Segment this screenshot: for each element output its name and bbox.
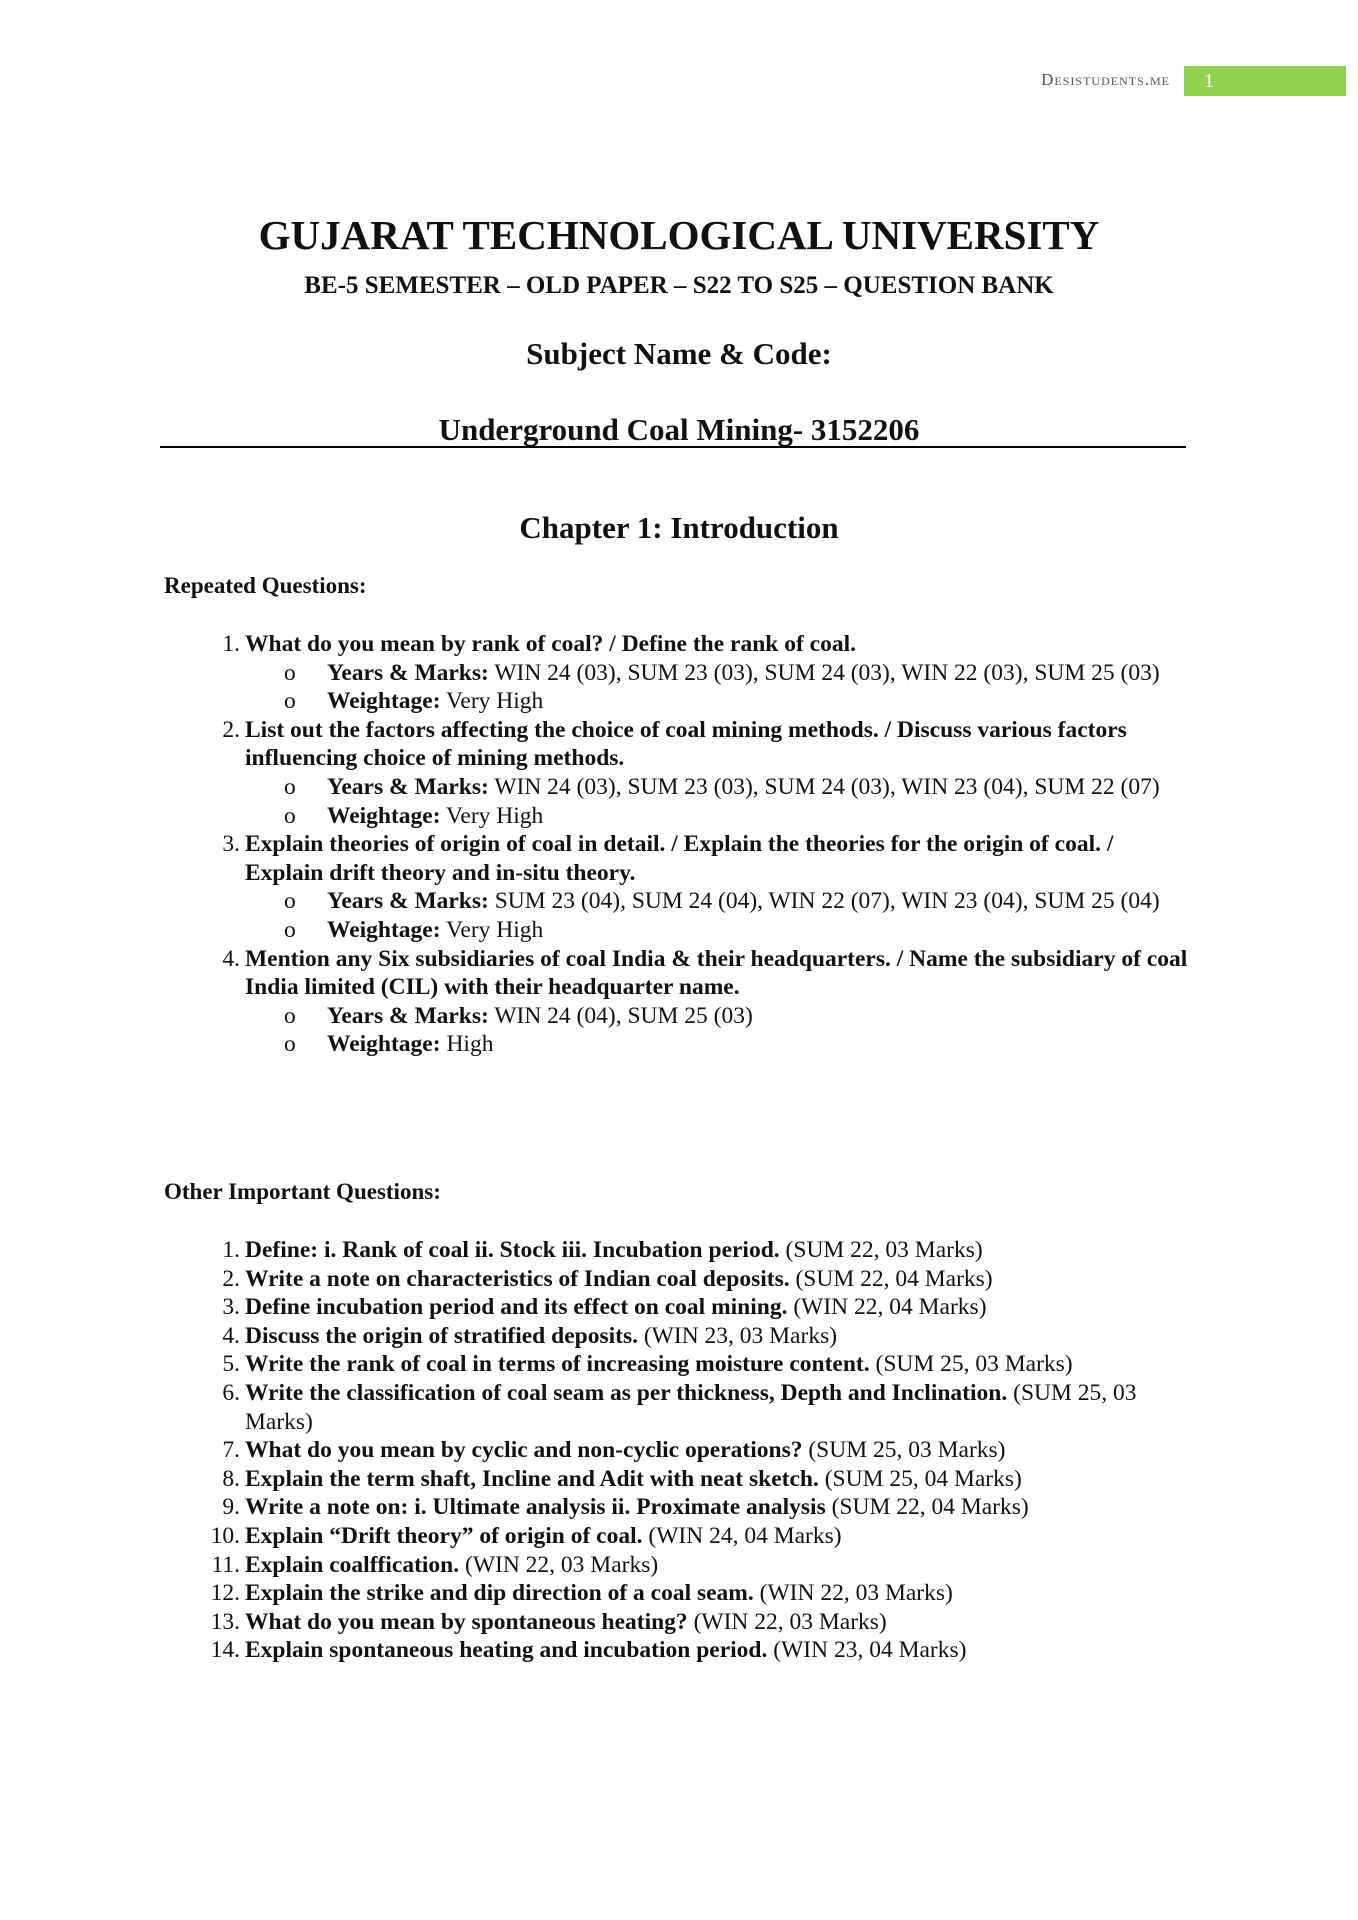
question-text: Explain the strike and dip direction of a coal seam.: [245, 1580, 754, 1607]
question-meta: (SUM 25, 03 Marks): [808, 1437, 1006, 1464]
list-item: [0, 1551, 1358, 1580]
years-marks-row: [0, 1002, 1358, 1031]
question-meta: (WIN 22, 03 Marks): [465, 1551, 659, 1578]
years-marks-value: SUM 23 (04), SUM 24 (04), WIN 22 (07), WIN 23 (04), SUM 25 (04): [494, 888, 1160, 915]
question-meta: (SUM 22, 04 Marks): [831, 1494, 1029, 1521]
list-item: [0, 1522, 1358, 1551]
weightage-row: [0, 687, 1358, 716]
years-marks-value: WIN 24 (03), SUM 23 (03), SUM 24 (03), WIN 23 (04), SUM 22 (07): [494, 773, 1160, 800]
list-item: [0, 1322, 1358, 1351]
years-marks-label: Years & Marks:: [327, 773, 489, 800]
chapter-heading: Chapter 1: Introduction: [519, 510, 839, 545]
question-text: Explain “Drift theory” of origin of coal.: [245, 1522, 643, 1549]
years-marks-row: [0, 887, 1358, 916]
bullet-marker: o: [284, 1031, 296, 1058]
question-text: Explain coalffication.: [245, 1551, 460, 1578]
question-meta: (SUM 22, 03 Marks): [785, 1237, 983, 1263]
list-item: [0, 1436, 1358, 1465]
question-meta: (SUM 22, 04 Marks): [795, 1265, 993, 1292]
question-text: Explain the term shaft, Incline and Adit with neat sketch.: [245, 1465, 819, 1492]
weightage-label: Weightage:: [327, 802, 441, 829]
question-text: Mention any Six subsidiaries of coal India & their headquarters. / Name the subsidiary of coal India limited (CIL) with their headquarter name.: [245, 945, 1188, 1001]
list-item: [0, 1579, 1358, 1608]
question-text: Discuss the origin of stratified deposits.: [245, 1322, 638, 1349]
question-meta: (SUM 25, 04 Marks): [824, 1465, 1022, 1492]
question-number: 3.: [222, 1294, 240, 1321]
question-text: Write the classification of coal seam as per thickness, Depth and Inclination.: [245, 1379, 1008, 1406]
list-item: [0, 630, 1358, 659]
question-meta: (WIN 24, 04 Marks): [648, 1522, 842, 1549]
question-text: Explain theories of origin of coal in detail. / Explain the theories for the origin of coal. / Explain drift theory and in-situ theory.: [245, 831, 1114, 886]
list-item: [0, 1350, 1358, 1379]
list-item: [0, 1493, 1358, 1522]
weightage-row: [0, 1030, 1358, 1059]
list-item: [0, 1636, 1358, 1665]
question-meta: (WIN 22, 03 Marks): [693, 1608, 887, 1635]
weightage-value: Very High: [446, 802, 544, 829]
question-number: 4.: [222, 1322, 240, 1349]
list-item: [0, 945, 1358, 1002]
repeated-questions-list: [0, 630, 1358, 1059]
question-text: Explain spontaneous heating and incubation period.: [245, 1637, 768, 1664]
bullet-marker: o: [284, 688, 296, 715]
bullet-marker: o: [284, 802, 296, 829]
question-number: 10.: [210, 1522, 240, 1549]
list-item: [0, 1265, 1358, 1294]
question-meta: (WIN 23, 04 Marks): [773, 1637, 967, 1664]
question-number: 11.: [211, 1551, 240, 1578]
weightage-row: [0, 916, 1358, 945]
page-subtitle: BE-5 SEMESTER – OLD PAPER – S22 TO S25 – QUESTION BANK: [304, 272, 1054, 299]
bullet-marker: o: [284, 916, 296, 943]
subject-label: Subject Name & Code:: [526, 336, 832, 371]
question-number: 1.: [222, 631, 240, 657]
bullet-marker: o: [284, 773, 296, 800]
years-marks-value: WIN 24 (03), SUM 23 (03), SUM 24 (03), WIN 22 (03), SUM 25 (03): [494, 659, 1160, 686]
question-number: 1.: [222, 1237, 240, 1263]
weightage-row: [0, 802, 1358, 831]
question-text: Write a note on: i. Ultimate analysis ii. Proximate analysis: [245, 1494, 826, 1521]
horizontal-rule: [160, 446, 1186, 448]
years-marks-row: [0, 773, 1358, 802]
question-meta: (SUM 25, 03 Marks): [245, 1379, 1137, 1435]
question-number: 4.: [222, 945, 240, 972]
bullet-marker: o: [284, 659, 296, 686]
list-item: [0, 1293, 1358, 1322]
weightage-label: Weightage:: [327, 916, 441, 943]
weightage-value: Very High: [446, 916, 544, 943]
list-item: [0, 1465, 1358, 1494]
list-item: [0, 716, 1358, 773]
question-text: Write a note on characteristics of Indian coal deposits.: [245, 1265, 790, 1292]
list-item: [0, 830, 1358, 887]
question-number: 8.: [222, 1465, 240, 1492]
weightage-label: Weightage:: [327, 688, 441, 715]
question-number: 14.: [210, 1637, 240, 1664]
question-number: 6.: [222, 1379, 240, 1406]
list-item: [0, 1236, 1358, 1265]
weightage-value: High: [446, 1031, 494, 1058]
other-questions-list: [0, 1236, 1358, 1665]
page-title: GUJARAT TECHNOLOGICAL UNIVERSITY: [258, 212, 1100, 258]
question-number: 3.: [222, 831, 240, 858]
question-number: 2.: [222, 716, 240, 743]
years-marks-value: WIN 24 (04), SUM 25 (03): [494, 1002, 753, 1029]
list-item: [0, 1608, 1358, 1637]
page-number-badge: 1: [1184, 66, 1346, 96]
question-text: Write the rank of coal in terms of increasing moisture content.: [245, 1351, 870, 1378]
question-number: 9.: [222, 1494, 240, 1521]
years-marks-row: [0, 659, 1358, 688]
question-text: What do you mean by cyclic and non-cyclic operations?: [245, 1437, 803, 1464]
years-marks-label: Years & Marks:: [327, 659, 489, 686]
repeated-questions-heading: Repeated Questions:: [164, 573, 367, 598]
question-text: Define incubation period and its effect on coal mining.: [245, 1294, 788, 1321]
question-text: Define: i. Rank of coal ii. Stock iii. Incubation period.: [245, 1237, 780, 1263]
question-meta: (WIN 23, 03 Marks): [643, 1322, 838, 1349]
other-questions-heading: Other Important Questions:: [164, 1179, 441, 1204]
years-marks-label: Years & Marks:: [327, 1002, 489, 1029]
question-meta: (WIN 22, 03 Marks): [759, 1580, 953, 1607]
question-number: 12.: [210, 1580, 240, 1607]
question-text: What do you mean by spontaneous heating?: [245, 1608, 688, 1635]
subject-value: Underground Coal Mining- 3152206: [438, 412, 920, 447]
list-item: [0, 1379, 1358, 1436]
bullet-marker: o: [284, 888, 296, 915]
weightage-label: Weightage:: [327, 1031, 441, 1058]
question-number: 2.: [222, 1265, 240, 1292]
question-meta: (SUM 25, 03 Marks): [875, 1351, 1073, 1378]
question-text: What do you mean by rank of coal? / Define the rank of coal.: [245, 631, 856, 657]
header-site-name: Desistudents.me: [1041, 70, 1170, 89]
question-text: List out the factors affecting the choice of coal mining methods. / Discuss various factors influencing choice of mining methods.: [245, 716, 1127, 772]
weightage-value: Very High: [446, 688, 544, 715]
question-number: 13.: [210, 1608, 240, 1635]
question-meta: (WIN 22, 04 Marks): [793, 1294, 987, 1321]
question-number: 7.: [222, 1437, 240, 1464]
question-number: 5.: [222, 1351, 240, 1378]
years-marks-label: Years & Marks:: [327, 888, 489, 915]
bullet-marker: o: [284, 1002, 296, 1029]
